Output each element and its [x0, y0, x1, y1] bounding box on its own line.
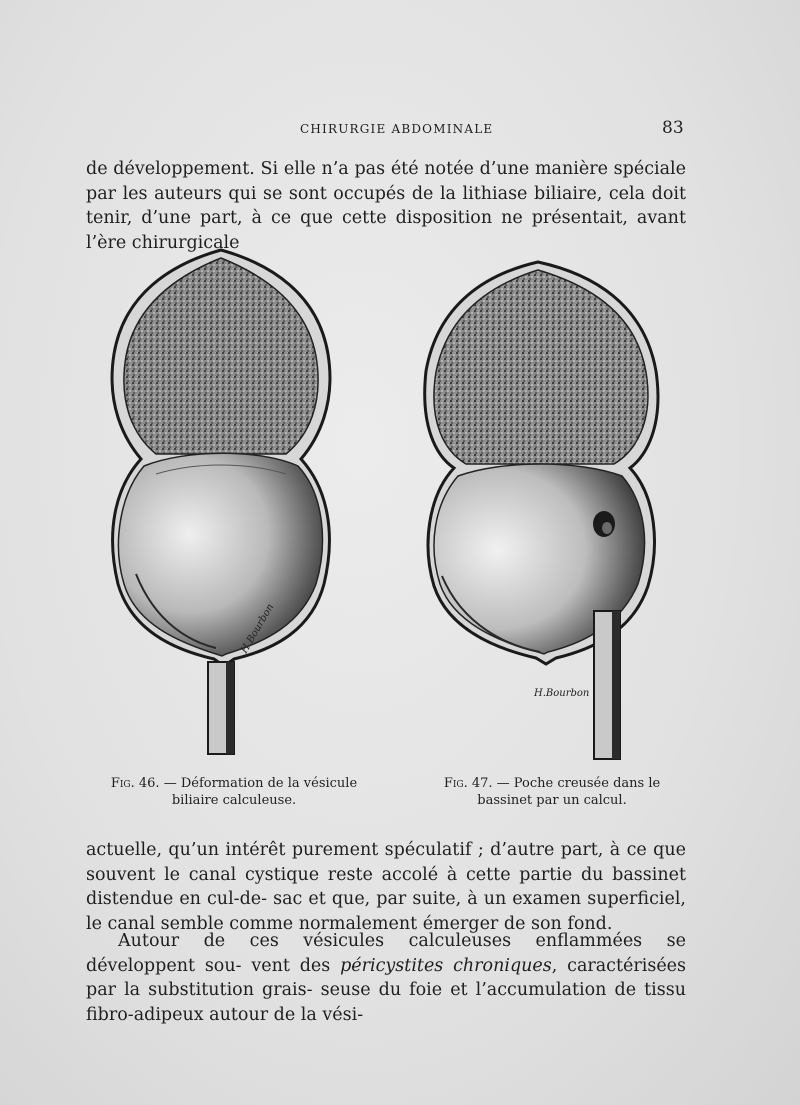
text-line: le canal cystique reste accolé à cette partie du bassinet distendue en cul-de- — [86, 864, 686, 909]
text-line: auteurs qui se sont occupés de la lithiase biliaire, cela doit tenir, d’une — [86, 183, 686, 228]
paragraph-top — [86, 157, 686, 255]
page-number: 83 — [662, 118, 684, 138]
paragraph-bottom — [86, 929, 686, 1027]
text-line: Autour de ces vésicules calculeuses enflammées se développent sou- — [86, 931, 686, 976]
paragraph-middle — [86, 838, 686, 936]
figure-46-illustration — [96, 244, 346, 764]
italic-term: péricystites chroniques — [340, 955, 552, 976]
text-line: normalement émerger de son fond. — [298, 913, 613, 934]
figure-label: Fig. 46. — [110, 776, 160, 791]
text-line: seuse du foie et l’accumulation de tissu fibro-adipeux autour de la vési- — [86, 980, 686, 1025]
caption-text: biliaire calculeuse. — [171, 793, 297, 808]
caption-text: — Déformation de la vésicule — [159, 776, 358, 791]
figure-label: Fig. 47. — [443, 776, 493, 791]
figure-47-illustration — [408, 256, 668, 766]
caption-text: bassinet par un calcul. — [477, 793, 627, 808]
illustrator-signature: H.Bourbon — [239, 602, 277, 656]
figure-46-caption — [100, 775, 368, 809]
text-line: sac et que, par suite, à un examen superficiel, le canal semble comme — [86, 889, 686, 934]
figure-47-caption — [426, 775, 678, 809]
text-line: de développement. Si elle n’a pas été notée d’une manière spéciale par les — [86, 159, 686, 204]
text-line: part, à ce que cette disposition ne présentait, avant l’ère chirurgicale — [86, 208, 686, 253]
illustrator-signature: H.Bourbon — [534, 688, 590, 699]
caption-text: — Poche creusée dans le — [492, 776, 661, 791]
text-line: actuelle, qu’un intérêt purement spéculatif ; d’autre part, à ce que souvent — [86, 840, 686, 885]
text-line: vent des péricystites chroniques, caractérisées par la substitution grais- — [86, 955, 687, 1000]
running-head: CHIRURGIE ABDOMINALE — [300, 122, 494, 136]
